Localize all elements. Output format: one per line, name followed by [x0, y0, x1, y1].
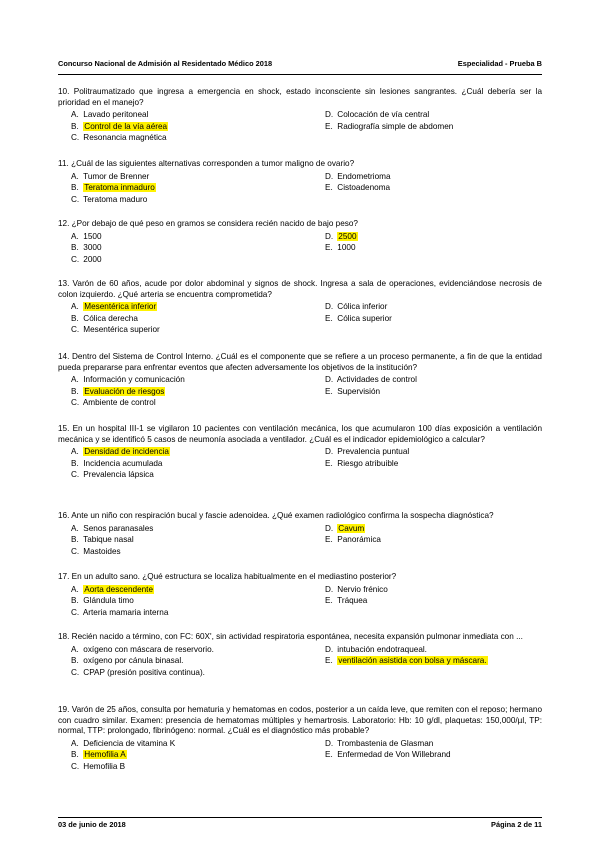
option-letter: B.: [71, 313, 79, 323]
option-letter: B.: [71, 535, 79, 545]
answer-option-c: [58, 324, 312, 336]
question-stem: [58, 632, 542, 643]
option-letter: E.: [325, 596, 333, 606]
footer-date: 03 de junio de 2018: [58, 820, 126, 829]
option-letter: C.: [71, 470, 80, 480]
highlighted-answer: Teratoma inmaduro: [84, 183, 155, 193]
option-text: Actividades de control: [336, 375, 417, 385]
answer-option-d: [312, 231, 542, 243]
question-number: 10.: [58, 87, 70, 96]
answer-option-c: [58, 397, 312, 409]
question-stem: [58, 705, 542, 737]
option-text: Enfermedad de Von Willebrand: [337, 750, 451, 760]
question-stem: [58, 511, 542, 522]
option-letter: E.: [325, 183, 333, 193]
highlighted-answer: Control de la vía aérea: [84, 121, 168, 131]
option-letter: B.: [71, 121, 79, 131]
option-letter: D.: [325, 447, 334, 457]
option-text: 3000: [83, 243, 102, 253]
question-number: 18.: [58, 632, 70, 641]
question-17: [58, 572, 542, 618]
answer-option-e: [312, 655, 542, 667]
answer-option-e: [312, 386, 542, 398]
answer-options: [58, 523, 542, 558]
answer-option-c: [58, 546, 312, 558]
option-letter: E.: [325, 121, 333, 131]
option-letter: B.: [71, 243, 79, 253]
option-text: Senos paranasales: [83, 523, 154, 533]
answer-option-a: [58, 301, 312, 313]
option-letter: B.: [71, 458, 79, 468]
answer-option-c: [58, 607, 312, 619]
option-text: Mastoides: [83, 546, 121, 556]
option-letter: D.: [325, 110, 334, 120]
question-stem: [58, 87, 542, 108]
answer-options: [58, 446, 542, 481]
option-letter: B.: [71, 750, 79, 760]
question-text: ¿Por debajo de qué peso en gramos se considera recién nacido de bajo peso?: [71, 219, 358, 228]
option-letter: D.: [325, 302, 334, 312]
question-18: [58, 632, 542, 678]
highlighted-answer: Aorta descendente: [84, 584, 154, 594]
question-number: 13.: [58, 279, 70, 288]
option-letter: C.: [71, 761, 80, 771]
option-text: 1500: [83, 231, 102, 241]
answer-option-e: [312, 458, 542, 470]
option-text: 1000: [337, 243, 356, 253]
header-divider: [58, 74, 542, 75]
option-text: Incidencia acumulada: [83, 458, 163, 468]
answer-option-d: [312, 374, 542, 386]
option-letter: E.: [325, 535, 333, 545]
option-letter: C.: [71, 194, 80, 204]
question-15: [58, 424, 542, 481]
option-text: Glándula timo: [83, 596, 134, 606]
answer-option-b: [58, 182, 312, 194]
answer-option-c: [58, 761, 312, 773]
answer-options: [58, 171, 542, 206]
option-letter: C.: [71, 133, 80, 143]
answer-option-b: [58, 458, 312, 470]
question-number: 11.: [58, 159, 69, 168]
option-letter: A.: [71, 738, 79, 748]
question-stem: [58, 159, 542, 170]
option-text: Tráquea: [337, 596, 368, 606]
answer-option-e: [312, 749, 542, 761]
option-text: Panorámica: [337, 535, 381, 545]
question-stem: [58, 279, 542, 300]
question-number: 14.: [58, 352, 70, 361]
option-text: oxígeno con máscara de reservorio.: [83, 644, 214, 654]
option-text: Resonancia magnética: [83, 133, 167, 143]
answer-option-b: [58, 313, 312, 325]
answer-options: [58, 644, 542, 679]
option-letter: C.: [71, 667, 80, 677]
answer-option-e: [312, 534, 542, 546]
option-letter: E.: [325, 458, 333, 468]
answer-option-a: [58, 446, 312, 458]
question-number: 19.: [58, 705, 70, 714]
answer-option-e: [312, 313, 542, 325]
option-text: Supervisión: [337, 386, 381, 396]
option-text: Trombastenia de Glasman: [337, 738, 434, 748]
highlighted-answer: Cavum: [338, 523, 365, 533]
answer-option-a: [58, 231, 312, 243]
option-text: Cólica derecha: [83, 313, 138, 323]
question-10: [58, 87, 542, 144]
option-text: 2000: [83, 254, 102, 264]
option-text: Nervio frénico: [337, 584, 388, 594]
answer-options: [58, 374, 542, 409]
option-letter: D.: [325, 523, 334, 533]
question-12: [58, 219, 542, 265]
question-text: Varón de 25 años, consulta por hematuria y hematomas en codos, posterior a un caída leve, que remiten con el reposo; hermano con cuadro similar. Examen: presencia de hematomas múltiples y hemartrosis. Laboratorio: Hb: 10 g/dl, plaquetas: 150,000/µl, TP: normal, TTP: prolongado, fibrinógeno: normal. ¿Cuál es el diagnóstico más probable?: [58, 705, 542, 736]
option-letter: E.: [325, 313, 333, 323]
answer-option-a: [58, 171, 312, 183]
answer-option-c: [58, 254, 312, 266]
answer-option-d: [312, 523, 542, 535]
answer-option-b: [58, 121, 312, 133]
question-13: [58, 279, 542, 336]
option-text: Cólica inferior: [337, 302, 388, 312]
option-letter: B.: [71, 183, 79, 193]
answer-option-d: [312, 109, 542, 121]
answer-option-a: [58, 109, 312, 121]
answer-options: [58, 584, 542, 619]
answer-option-b: [58, 595, 312, 607]
answer-option-c: [58, 667, 312, 679]
question-11: [58, 159, 542, 205]
question-number: 12.: [58, 219, 70, 228]
question-text: Varón de 60 años, acude por dolor abdominal y signos de shock. Ingresa a sala de operaciones, evidenciándose necrosis de colon izquierdo. ¿Qué arteria se encuentra comprometida?: [58, 279, 542, 299]
highlighted-answer: Evaluación de riesgos: [84, 386, 165, 396]
answer-option-a: [58, 738, 312, 750]
option-text: Tabique nasal: [83, 535, 134, 545]
option-letter: D.: [325, 644, 334, 654]
option-text: CPAP (presión positiva continua).: [83, 667, 205, 677]
option-letter: D.: [325, 231, 334, 241]
question-14: [58, 352, 542, 409]
option-text: Ambiente de control: [82, 398, 156, 408]
answer-option-c: [58, 194, 312, 206]
answer-option-b: [58, 655, 312, 667]
answer-options: [58, 231, 542, 266]
option-letter: C.: [71, 325, 80, 335]
answer-option-e: [312, 595, 542, 607]
footer-page-number: Página 2 de 11: [491, 820, 542, 829]
answer-option-d: [312, 301, 542, 313]
question-stem: [58, 572, 542, 583]
header-title: Concurso Nacional de Admisión al Residentado Médico 2018: [58, 59, 273, 68]
option-text: Arteria mamaria interna: [82, 607, 169, 617]
option-letter: E.: [325, 386, 333, 396]
answer-option-a: [58, 374, 312, 386]
option-letter: E.: [325, 750, 333, 760]
option-text: Hemofilia B: [83, 761, 126, 771]
answer-option-d: [312, 446, 542, 458]
option-letter: A.: [71, 110, 79, 120]
question-text: Dentro del Sistema de Control Interno. ¿Cuál es el componente que se refiere a un proceso permanente, a fin de que la entidad pueda prepararse para enfrentar eventos que afecten adversamente los objetivos de la institución?: [58, 352, 542, 372]
answer-option-e: [312, 121, 542, 133]
answer-option-d: [312, 738, 542, 750]
answer-option-c: [58, 469, 312, 481]
footer-divider: [58, 817, 542, 818]
highlighted-answer: Densidad de incidencia: [84, 447, 169, 457]
option-letter: A.: [71, 447, 79, 457]
option-text: Radiografía simple de abdomen: [337, 121, 454, 131]
question-text: Recién nacido a término, con FC: 60X', sin actividad respiratoria espontánea, necesita expansión pulmonar inmediata con ...: [71, 632, 523, 641]
highlighted-answer: Mesentérica inferior: [84, 302, 157, 312]
option-text: Mesentérica superior: [83, 325, 160, 335]
answer-option-b: [58, 534, 312, 546]
question-text: Politraumatizado que ingresa a emergencia en shock, estado inconsciente sin lesiones sangrantes. ¿Cuál debería ser la prioridad en el manejo?: [58, 87, 543, 107]
question-number: 16.: [58, 511, 70, 520]
highlighted-answer: 2500: [338, 231, 357, 241]
option-text: Información y comunicación: [83, 375, 185, 385]
option-text: Endometrioma: [337, 171, 391, 181]
answer-option-b: [58, 386, 312, 398]
option-text: Cólica superior: [337, 313, 392, 323]
question-number: 17.: [58, 572, 70, 581]
option-letter: B.: [71, 386, 79, 396]
answer-option-d: [312, 171, 542, 183]
question-text: En un hospital III-1 se vigilaron 10 pacientes con ventilación mecánica, los que acumularon 100 días exposición a ventilación mecánica y se identificó 5 casos de neumonía asociada a ventilador. ¿Cuál es el indicador epidemiológico a calcular?: [58, 424, 543, 444]
option-text: Cistoadenoma: [337, 183, 391, 193]
option-letter: C.: [71, 398, 80, 408]
header-section: Especialidad - Prueba B: [457, 59, 542, 68]
option-letter: D.: [325, 375, 334, 385]
option-letter: E.: [325, 656, 333, 666]
option-text: intubación endotraqueal.: [337, 644, 427, 654]
answer-option-b: [58, 749, 312, 761]
option-text: oxígeno por cánula binasal.: [83, 656, 184, 666]
option-text: Prevalencia lápsica: [83, 470, 154, 480]
answer-options: [58, 109, 542, 144]
option-letter: E.: [325, 243, 333, 253]
option-text: Deficiencia de vitamina K: [83, 738, 176, 748]
option-letter: C.: [71, 254, 80, 264]
option-text: Colocación de vía central: [337, 110, 430, 120]
question-text: Ante un niño con respiración bucal y fascie adenoidea. ¿Qué examen radiológico confirma la sospecha diagnóstica?: [71, 511, 494, 520]
option-letter: A.: [71, 302, 79, 312]
answer-option-a: [58, 584, 312, 596]
question-stem: [58, 219, 542, 230]
option-letter: D.: [325, 171, 334, 181]
option-letter: A.: [71, 375, 79, 385]
option-text: Lavado peritoneal: [83, 110, 149, 120]
question-stem: [58, 352, 542, 373]
question-16: [58, 511, 542, 557]
question-number: 15.: [58, 424, 70, 433]
option-letter: D.: [325, 738, 334, 748]
answer-option-a: [58, 523, 312, 535]
option-letter: D.: [325, 584, 334, 594]
option-letter: A.: [71, 584, 79, 594]
option-letter: A.: [71, 523, 79, 533]
question-text: En un adulto sano. ¿Qué estructura se localiza habitualmente en el mediastino posterior?: [71, 572, 397, 581]
answer-option-a: [58, 644, 312, 656]
highlighted-answer: Hemofilia A: [84, 750, 126, 760]
question-19: [58, 705, 542, 772]
answer-option-c: [58, 132, 312, 144]
option-letter: B.: [71, 656, 79, 666]
option-text: Tumor de Brenner: [83, 171, 150, 181]
answer-option-d: [312, 644, 542, 656]
option-letter: A.: [71, 171, 79, 181]
option-letter: C.: [71, 546, 80, 556]
option-letter: A.: [71, 644, 79, 654]
option-letter: C.: [71, 607, 80, 617]
question-text: ¿Cuál de las siguientes alternativas corresponden a tumor maligno de ovario?: [71, 159, 355, 168]
question-stem: [58, 424, 542, 445]
answer-option-e: [312, 182, 542, 194]
option-text: Riesgo atribuible: [337, 458, 399, 468]
option-text: Teratoma maduro: [83, 194, 148, 204]
answer-option-b: [58, 242, 312, 254]
option-letter: A.: [71, 231, 79, 241]
answer-option-d: [312, 584, 542, 596]
option-letter: B.: [71, 596, 79, 606]
option-text: Prevalencia puntual: [337, 447, 410, 457]
answer-option-e: [312, 242, 542, 254]
answer-options: [58, 738, 542, 773]
answer-options: [58, 301, 542, 336]
highlighted-answer: ventilación asistida con bolsa y máscara.: [338, 656, 487, 666]
